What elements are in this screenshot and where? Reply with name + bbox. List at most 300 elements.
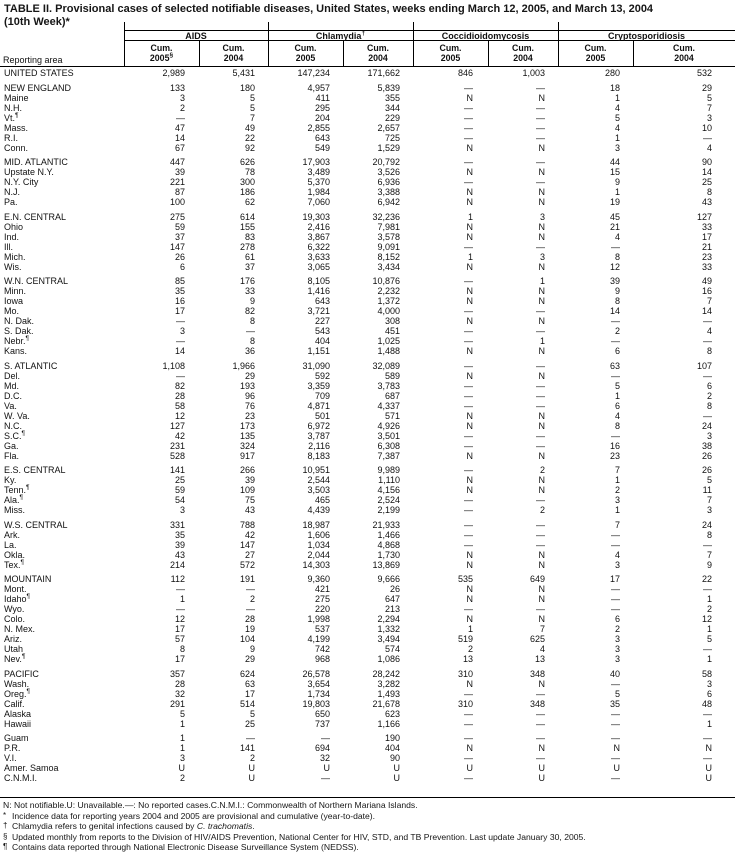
value-cell: 13,869 bbox=[372, 559, 400, 570]
value-cell: 28 bbox=[244, 614, 255, 624]
pilcrow-sup: ¶ bbox=[26, 593, 31, 600]
row-label: D.C. bbox=[4, 390, 22, 401]
value-cell: N bbox=[538, 296, 545, 306]
value-cell: — bbox=[536, 688, 545, 699]
chlamydia-dagger-sup: † bbox=[361, 29, 366, 37]
value-cell: 26 bbox=[701, 465, 712, 475]
value-cell: N bbox=[538, 450, 545, 461]
value-cell: 280 bbox=[604, 68, 620, 78]
value-cell: — bbox=[536, 529, 545, 540]
value-cell: 17 bbox=[701, 231, 712, 242]
value-cell: 291 bbox=[169, 698, 185, 709]
value-cell: — bbox=[611, 529, 620, 540]
value-cell: 4 bbox=[539, 644, 545, 654]
value-cell: 9,989 bbox=[377, 465, 400, 475]
value-cell: 3,359 bbox=[307, 380, 330, 391]
value-cell: 107 bbox=[696, 360, 712, 371]
value-cell: 5 bbox=[614, 112, 620, 123]
value-cell: N bbox=[538, 142, 545, 153]
value-cell: 2,855 bbox=[307, 122, 330, 133]
value-cell: 404 bbox=[384, 743, 400, 753]
row-label: Ariz. bbox=[4, 634, 22, 644]
value-cell: 275 bbox=[169, 211, 185, 222]
value-cell: 12 bbox=[174, 410, 185, 421]
table-row bbox=[0, 346, 735, 356]
value-cell: N bbox=[538, 346, 545, 356]
value-cell: 82 bbox=[244, 306, 255, 316]
value-cell: N bbox=[538, 197, 545, 207]
value-cell: — bbox=[536, 157, 545, 167]
value-cell: 10,876 bbox=[372, 276, 400, 286]
table-row bbox=[0, 157, 735, 167]
value-cell: 19,803 bbox=[302, 698, 330, 709]
row-label: S. ATLANTIC bbox=[4, 360, 58, 371]
legend-unavailable: U: Unavailable. bbox=[66, 800, 125, 810]
value-cell: — bbox=[703, 316, 712, 326]
table-row bbox=[0, 113, 735, 123]
value-cell: 9,666 bbox=[377, 574, 400, 584]
value-cell: — bbox=[176, 336, 185, 346]
value-cell: 47 bbox=[174, 122, 185, 133]
value-cell: — bbox=[464, 718, 473, 729]
value-cell: 147,234 bbox=[297, 68, 330, 78]
row-label: Hawaii bbox=[4, 718, 32, 729]
value-cell: — bbox=[464, 336, 473, 346]
value-cell: — bbox=[536, 122, 545, 133]
row-label: Nebr.¶ bbox=[4, 335, 30, 346]
value-cell: 9 bbox=[249, 644, 255, 654]
value-cell: 1,966 bbox=[232, 360, 255, 371]
value-cell: 278 bbox=[239, 241, 255, 252]
table-row bbox=[0, 520, 735, 530]
value-cell: 10 bbox=[701, 122, 712, 133]
value-cell: N bbox=[538, 475, 545, 485]
table-row bbox=[0, 604, 735, 614]
value-cell: 171,662 bbox=[367, 68, 400, 78]
value-cell: N bbox=[538, 187, 545, 197]
value-cell: 324 bbox=[239, 440, 255, 451]
table-row bbox=[0, 68, 735, 78]
value-cell: 63 bbox=[609, 360, 620, 371]
value-cell: 7,387 bbox=[377, 450, 400, 461]
value-cell: — bbox=[536, 430, 545, 441]
value-cell: N bbox=[538, 167, 545, 177]
value-cell: 2 bbox=[249, 594, 255, 604]
table-row bbox=[0, 451, 735, 461]
value-cell: 3 bbox=[539, 211, 545, 222]
col-header-aids-2005: Cum. 2005§ bbox=[149, 43, 174, 63]
section-mark-sup: § bbox=[169, 51, 174, 59]
value-cell: 5,431 bbox=[232, 68, 255, 78]
table-row bbox=[0, 431, 735, 441]
value-cell: — bbox=[464, 708, 473, 719]
value-cell: 8,105 bbox=[307, 276, 330, 286]
col-header-chlamydia-2005: Cum. 2005 bbox=[294, 43, 317, 63]
value-cell: N bbox=[613, 743, 620, 753]
value-cell: 1 bbox=[614, 505, 620, 515]
value-cell: 49 bbox=[244, 122, 255, 133]
value-cell: 2 bbox=[249, 753, 255, 763]
header-subdivider bbox=[488, 41, 489, 67]
value-cell: 2 bbox=[179, 102, 185, 113]
value-cell: 1,332 bbox=[377, 624, 400, 634]
value-cell: 614 bbox=[239, 211, 255, 222]
value-cell: — bbox=[703, 336, 712, 346]
value-cell: N bbox=[466, 197, 473, 207]
value-cell: N bbox=[466, 614, 473, 624]
table-row bbox=[0, 654, 735, 664]
value-cell: 357 bbox=[169, 668, 185, 679]
value-cell: 1,086 bbox=[377, 654, 400, 664]
value-cell: — bbox=[464, 495, 473, 505]
pilcrow-sup: ¶ bbox=[19, 494, 24, 501]
value-cell: 24 bbox=[701, 420, 712, 431]
value-cell: — bbox=[703, 370, 712, 381]
value-cell: 25 bbox=[174, 475, 185, 485]
value-cell: 8,152 bbox=[377, 251, 400, 262]
value-cell: — bbox=[464, 529, 473, 540]
value-cell: 725 bbox=[384, 132, 400, 143]
value-cell: 49 bbox=[701, 276, 712, 286]
value-cell: N bbox=[466, 420, 473, 431]
value-cell: 141 bbox=[239, 743, 255, 753]
value-cell: 1,110 bbox=[378, 475, 400, 485]
header-subdivider bbox=[199, 41, 200, 67]
row-label: N.J. bbox=[4, 187, 21, 197]
table-section bbox=[0, 574, 735, 664]
value-cell: — bbox=[536, 400, 545, 411]
value-cell: 8 bbox=[706, 346, 712, 356]
table-row bbox=[0, 103, 735, 113]
row-label: N. Dak. bbox=[4, 316, 35, 326]
value-cell: — bbox=[703, 753, 712, 763]
value-cell: N bbox=[538, 410, 545, 421]
col-header-coccidioidomycosis-2004: Cum. 2004 bbox=[512, 43, 534, 63]
value-cell: U bbox=[178, 763, 185, 773]
value-cell: — bbox=[703, 733, 712, 743]
value-cell: — bbox=[536, 708, 545, 719]
value-cell: N bbox=[466, 475, 473, 485]
value-cell: — bbox=[536, 82, 545, 93]
value-cell: 1 bbox=[614, 390, 620, 401]
value-cell: 19 bbox=[609, 197, 620, 207]
value-cell: 220 bbox=[314, 604, 330, 614]
value-cell: 2,524 bbox=[377, 495, 400, 505]
footnote-section: § Updated monthly from reports to the Division of HIV/AIDS Prevention, National Center for HIV, STD, and TB Prevention. Last update January 30, 2005. bbox=[3, 831, 586, 842]
value-cell: 24 bbox=[701, 519, 712, 530]
table-row bbox=[0, 177, 735, 187]
value-cell: — bbox=[536, 733, 545, 743]
value-cell: N bbox=[538, 678, 545, 689]
value-cell: 1,034 bbox=[307, 539, 330, 550]
value-cell: — bbox=[536, 539, 545, 550]
row-label: S. Dak. bbox=[4, 326, 34, 336]
value-cell: 6 bbox=[614, 400, 620, 411]
row-label: Ind. bbox=[4, 231, 20, 242]
group-header-aids: AIDS bbox=[185, 30, 207, 41]
table-row bbox=[0, 753, 735, 763]
value-cell: 92 bbox=[244, 142, 255, 153]
value-cell: 1 bbox=[467, 211, 473, 222]
value-cell: 180 bbox=[239, 82, 255, 93]
value-cell: 1,025 bbox=[377, 336, 400, 346]
value-cell: — bbox=[611, 773, 620, 783]
row-label: NEW ENGLAND bbox=[4, 82, 72, 93]
column-header-row bbox=[0, 41, 735, 67]
value-cell: 11 bbox=[702, 485, 712, 495]
value-cell: — bbox=[536, 390, 545, 401]
value-cell: 1,466 bbox=[377, 529, 400, 540]
table-section bbox=[0, 68, 735, 78]
value-cell: 14,303 bbox=[302, 559, 330, 570]
value-cell: 23 bbox=[701, 251, 712, 262]
value-cell: 6,322 bbox=[307, 241, 330, 252]
value-cell: 37 bbox=[174, 231, 185, 242]
table-row bbox=[0, 222, 735, 232]
footnotes bbox=[0, 797, 735, 853]
value-cell: 14 bbox=[701, 167, 712, 177]
value-cell: — bbox=[611, 604, 620, 614]
value-cell: 1,984 bbox=[307, 187, 330, 197]
row-label: Tenn.¶ bbox=[4, 484, 30, 495]
row-label: Okla. bbox=[4, 549, 26, 560]
value-cell: 214 bbox=[169, 559, 185, 570]
table-row bbox=[0, 262, 735, 272]
value-cell: — bbox=[536, 326, 545, 336]
value-cell: 9 bbox=[249, 296, 255, 306]
value-cell: 17 bbox=[174, 624, 185, 634]
value-cell: — bbox=[611, 316, 620, 326]
value-cell: 104 bbox=[239, 634, 255, 644]
header-divider bbox=[558, 22, 559, 67]
table-row bbox=[0, 441, 735, 451]
value-cell: 4 bbox=[706, 142, 712, 153]
row-label: La. bbox=[4, 539, 17, 550]
row-label: Mont. bbox=[4, 584, 27, 594]
row-label: V.I. bbox=[4, 753, 17, 763]
value-cell: 35 bbox=[174, 529, 185, 540]
value-cell: — bbox=[464, 390, 473, 401]
value-cell: 465 bbox=[314, 495, 330, 505]
value-cell: 17 bbox=[609, 574, 620, 584]
value-cell: 21 bbox=[701, 241, 712, 252]
row-label: Calif. bbox=[4, 698, 25, 709]
value-cell: 4,957 bbox=[307, 82, 330, 93]
value-cell: 9,091 bbox=[377, 241, 400, 252]
value-cell: 5 bbox=[179, 708, 185, 719]
table-row bbox=[0, 411, 735, 421]
value-cell: U bbox=[393, 773, 400, 783]
value-cell: 3,526 bbox=[377, 167, 400, 177]
value-cell: 12 bbox=[609, 261, 620, 272]
legend-no-reported-cases: —: No reported cases. bbox=[124, 800, 211, 810]
row-label: N. Mex. bbox=[4, 624, 36, 634]
value-cell: — bbox=[536, 718, 545, 729]
table-section bbox=[0, 83, 735, 153]
row-label: UNITED STATES bbox=[4, 68, 74, 78]
table-row bbox=[0, 306, 735, 316]
value-cell: 5 bbox=[249, 708, 255, 719]
value-cell: 5 bbox=[614, 688, 620, 699]
header-divider bbox=[413, 22, 414, 67]
value-cell: 3,501 bbox=[377, 430, 400, 441]
value-cell: 43 bbox=[701, 197, 712, 207]
value-cell: — bbox=[464, 306, 473, 316]
value-cell: — bbox=[176, 584, 185, 594]
value-cell: 592 bbox=[314, 370, 330, 381]
value-cell: 571 bbox=[384, 410, 400, 421]
value-cell: 2 bbox=[614, 326, 620, 336]
value-cell: — bbox=[464, 688, 473, 699]
value-cell: 18 bbox=[609, 82, 620, 93]
value-cell: — bbox=[464, 241, 473, 252]
value-cell: 8 bbox=[706, 529, 712, 540]
value-cell: 35 bbox=[609, 698, 620, 709]
value-cell: 8 bbox=[614, 420, 620, 431]
value-cell: 58 bbox=[174, 400, 185, 411]
value-cell: 3,434 bbox=[377, 261, 400, 272]
value-cell: 43 bbox=[174, 549, 185, 560]
value-cell: 18,987 bbox=[302, 519, 330, 530]
value-cell: 4 bbox=[614, 231, 620, 242]
value-cell: N bbox=[466, 221, 473, 232]
value-cell: — bbox=[464, 177, 473, 187]
row-label: Colo. bbox=[4, 614, 26, 624]
value-cell: 147 bbox=[239, 539, 255, 550]
row-label: P.R. bbox=[4, 743, 21, 753]
page-title bbox=[4, 3, 730, 28]
value-cell: — bbox=[464, 122, 473, 133]
value-cell: 1 bbox=[614, 475, 620, 485]
value-cell: 514 bbox=[239, 698, 255, 709]
value-cell: — bbox=[703, 584, 712, 594]
value-cell: 3,578 bbox=[377, 231, 400, 242]
value-cell: 96 bbox=[244, 390, 255, 401]
value-cell: 2,416 bbox=[307, 221, 330, 232]
value-cell: 4 bbox=[614, 122, 620, 133]
row-label: Va. bbox=[4, 400, 17, 411]
row-label: Fla. bbox=[4, 450, 20, 461]
value-cell: 295 bbox=[314, 102, 330, 113]
value-cell: 3 bbox=[614, 142, 620, 153]
value-cell: 3 bbox=[179, 326, 185, 336]
value-cell: 4 bbox=[614, 410, 620, 421]
table-row bbox=[0, 401, 735, 411]
value-cell: 4,000 bbox=[377, 306, 400, 316]
value-cell: — bbox=[703, 132, 712, 143]
row-label: Conn. bbox=[4, 142, 29, 153]
value-cell: 2,989 bbox=[162, 68, 185, 78]
value-cell: 501 bbox=[314, 410, 330, 421]
value-cell: 3 bbox=[706, 678, 712, 689]
table-body bbox=[0, 68, 735, 783]
value-cell: 355 bbox=[384, 92, 400, 103]
value-cell: 62 bbox=[244, 197, 255, 207]
table-row bbox=[0, 689, 735, 699]
table-row bbox=[0, 123, 735, 133]
value-cell: 1,606 bbox=[307, 529, 330, 540]
value-cell: 421 bbox=[314, 584, 330, 594]
table-row bbox=[0, 634, 735, 644]
footnote-pilcrow: ¶ Contains data reported through National Electronic Disease Surveillance System (NEDSS). bbox=[3, 842, 359, 853]
value-cell: 687 bbox=[384, 390, 400, 401]
value-cell: 2 bbox=[467, 644, 473, 654]
table-row bbox=[0, 540, 735, 550]
value-cell: 7 bbox=[706, 495, 712, 505]
col-header-chlamydia-2004: Cum. 2004 bbox=[367, 43, 389, 63]
table-row bbox=[0, 276, 735, 286]
table-row bbox=[0, 584, 735, 594]
reporting-area-header: Reporting area bbox=[3, 55, 63, 65]
value-cell: — bbox=[703, 539, 712, 550]
row-label: Wyo. bbox=[4, 604, 25, 614]
row-label: Nev.¶ bbox=[4, 653, 26, 664]
table-row bbox=[0, 361, 735, 371]
value-cell: 7 bbox=[614, 519, 620, 530]
table-row bbox=[0, 644, 735, 654]
row-label: E.N. CENTRAL bbox=[4, 211, 67, 222]
table-row bbox=[0, 296, 735, 306]
row-label: Del. bbox=[4, 370, 21, 381]
value-cell: 537 bbox=[314, 624, 330, 634]
value-cell: — bbox=[321, 773, 330, 783]
value-cell: 310 bbox=[457, 698, 473, 709]
value-cell: U bbox=[248, 763, 255, 773]
value-cell: 21,933 bbox=[372, 519, 400, 530]
value-cell: 29 bbox=[244, 370, 255, 381]
value-cell: 35 bbox=[174, 286, 185, 296]
pilcrow-sup: ¶ bbox=[26, 484, 30, 491]
value-cell: — bbox=[464, 157, 473, 167]
value-cell: 227 bbox=[314, 316, 330, 326]
value-cell: 8 bbox=[614, 296, 620, 306]
value-cell: 78 bbox=[244, 167, 255, 177]
value-cell: 7 bbox=[614, 465, 620, 475]
value-cell: 36 bbox=[244, 346, 255, 356]
value-cell: 5 bbox=[706, 92, 712, 103]
value-cell: 1,529 bbox=[377, 142, 400, 153]
row-label: Pa. bbox=[4, 197, 18, 207]
value-cell: 26,578 bbox=[302, 668, 330, 679]
value-cell: 3 bbox=[706, 112, 712, 123]
value-cell: — bbox=[464, 82, 473, 93]
value-cell: 16 bbox=[701, 286, 712, 296]
value-cell: — bbox=[464, 112, 473, 123]
value-cell: N bbox=[466, 678, 473, 689]
table-row bbox=[0, 371, 735, 381]
value-cell: 6 bbox=[179, 261, 185, 272]
value-cell: — bbox=[611, 678, 620, 689]
row-label: PACIFIC bbox=[4, 668, 39, 679]
table-row bbox=[0, 167, 735, 177]
value-cell: 33 bbox=[244, 286, 255, 296]
row-label: Utah bbox=[4, 644, 24, 654]
col-header-aids-2004: Cum. 2004 bbox=[222, 43, 245, 63]
value-cell: — bbox=[246, 584, 255, 594]
value-cell: 31,090 bbox=[302, 360, 330, 371]
value-cell: 1 bbox=[467, 624, 473, 634]
pilcrow-sup: ¶ bbox=[20, 558, 25, 566]
table-row bbox=[0, 743, 735, 753]
value-cell: — bbox=[611, 594, 620, 604]
row-label: Wis. bbox=[4, 261, 22, 272]
value-cell: N bbox=[538, 559, 545, 570]
pilcrow-sup: ¶ bbox=[15, 111, 19, 119]
value-cell: 17 bbox=[244, 688, 255, 699]
value-cell: 29 bbox=[244, 654, 255, 664]
value-cell: U bbox=[705, 763, 712, 773]
value-cell: 589 bbox=[384, 370, 400, 381]
